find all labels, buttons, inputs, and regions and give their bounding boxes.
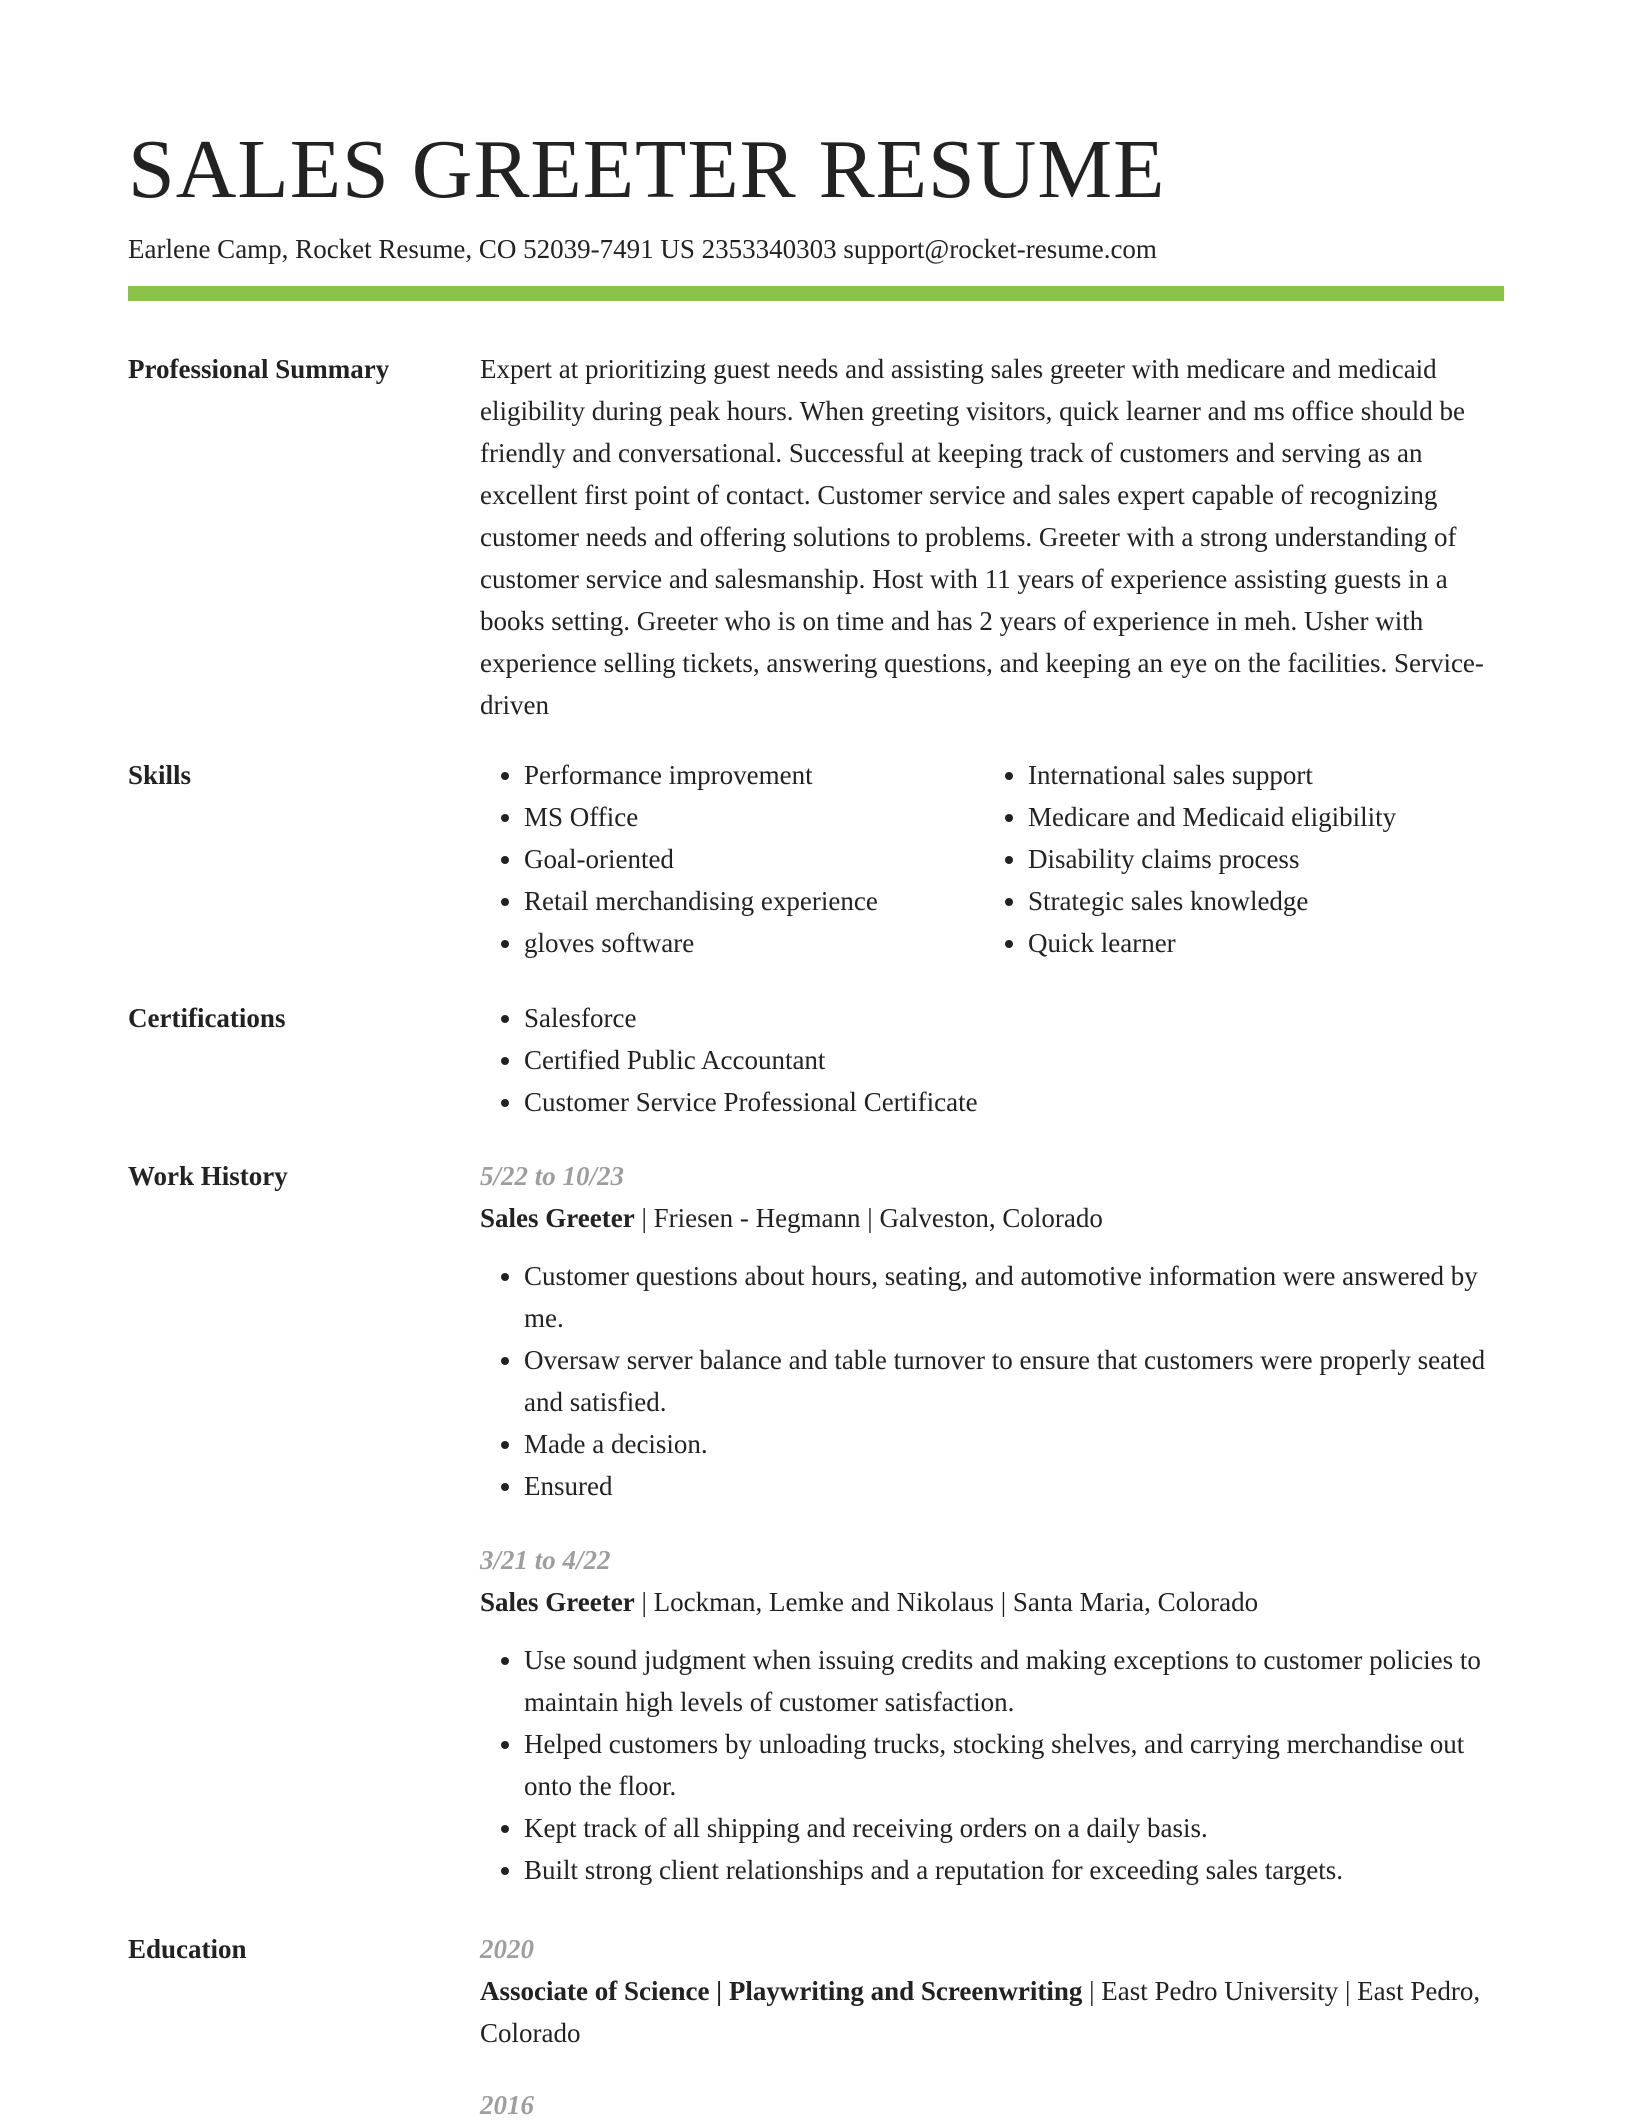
skills-list-right xyxy=(984,754,1528,964)
education-school-details: | East Pedro University | East Pedro, Colorado xyxy=(480,1976,1481,2048)
skills-label: Skills xyxy=(128,760,192,790)
summary-body xyxy=(480,348,1504,726)
certifications-label: Certifications xyxy=(128,1003,286,1033)
education-label: Education xyxy=(128,1934,247,1964)
job-bullet: • Made a decision. xyxy=(524,1423,1504,1465)
skills-body xyxy=(480,754,1504,964)
job-bullet: • Ensured xyxy=(524,1465,1504,1507)
education-entry xyxy=(480,1928,1504,2054)
certification-item: • Salesforce xyxy=(524,997,1504,1039)
job-bullet: • Oversaw server balance and table turnover to ensure that customers were properly seated and satisfied. xyxy=(524,1339,1504,1423)
job-bullet: • Helped customers by unloading trucks, stocking shelves, and carrying merchandise out onto the floor. xyxy=(524,1723,1504,1807)
skill-item: • Performance improvement xyxy=(524,754,1024,796)
job-role-line xyxy=(480,1197,1504,1239)
work-history-label: Work History xyxy=(128,1161,288,1191)
skill-item: • Disability claims process xyxy=(1028,838,1528,880)
resume-title: SALES GREETER RESUME xyxy=(128,123,1166,216)
job-bullet: • Customer questions about hours, seating, and automotive information were answered by me. xyxy=(524,1255,1504,1339)
job-title: Sales Greeter xyxy=(480,1587,635,1617)
job-employer-details: | Lockman, Lemke and Nikolaus | Santa Maria, Colorado xyxy=(634,1587,1259,1617)
job-entry xyxy=(480,1539,1504,1891)
contact-line: Earlene Camp, Rocket Resume, CO 52039-7491 US 2353340303 support@rocket-resume.com xyxy=(128,234,1157,264)
job-bullet: • Built strong client relationships and a reputation for exceeding sales targets. xyxy=(524,1849,1504,1891)
job-bullets xyxy=(480,1639,1504,1891)
summary-label: Professional Summary xyxy=(128,354,390,384)
education-degree: Associate of Science | Playwriting and Screenwriting xyxy=(480,1976,1083,2006)
education-line xyxy=(480,1970,1504,2054)
education-year: 2020 xyxy=(480,1934,534,1964)
job-dates: 5/22 to 10/23 xyxy=(480,1161,625,1191)
job-bullet: • Use sound judgment when issuing credits and making exceptions to customer policies to maintain high levels of customer satisfaction. xyxy=(524,1639,1504,1723)
education-entry xyxy=(480,2084,1504,2126)
job-dates: 3/21 to 4/22 xyxy=(480,1545,611,1575)
education-year: 2016 xyxy=(480,2090,534,2120)
skills-list-left xyxy=(480,754,1024,964)
skill-item: • Goal-oriented xyxy=(524,838,1024,880)
certification-item: • Customer Service Professional Certificate xyxy=(524,1081,1504,1123)
job-bullet: • Kept track of all shipping and receiving orders on a daily basis. xyxy=(524,1807,1504,1849)
summary-text: Expert at prioritizing guest needs and assisting sales greeter with medicare and medicaid eligibility during peak hours. When greeting visitors, quick learner and ms office should be friendly and conversational. Successful at keeping track of customers and serving as an excellent first point of contact. Customer service and sales expert capable of recognizing customer needs and offering solutions to problems. Greeter with a strong understanding of customer service and salesmanship. Host with 11 years of experience assisting guests in a books setting. Greeter who is on time and has 2 years of experience in meh. Usher with experience selling tickets, answering questions, and keeping an eye on the facilities. Service-driven xyxy=(480,354,1484,720)
skill-item: • gloves software xyxy=(524,922,1024,964)
job-bullets xyxy=(480,1255,1504,1507)
skill-item: • Retail merchandising experience xyxy=(524,880,1024,922)
skill-item: • MS Office xyxy=(524,796,1024,838)
job-employer-details: | Friesen - Hegmann | Galveston, Colorado xyxy=(634,1203,1103,1233)
skill-item: • Medicare and Medicaid eligibility xyxy=(1028,796,1528,838)
certifications-list xyxy=(480,997,1504,1123)
skills-columns xyxy=(480,754,1504,964)
job-entry xyxy=(480,1155,1504,1507)
certification-item: • Certified Public Accountant xyxy=(524,1039,1504,1081)
job-role-line xyxy=(480,1581,1504,1623)
accent-divider xyxy=(128,286,1504,301)
skill-item: • Strategic sales knowledge xyxy=(1028,880,1528,922)
job-title: Sales Greeter xyxy=(480,1203,635,1233)
skill-item: • International sales support xyxy=(1028,754,1528,796)
certifications-body xyxy=(480,997,1504,1123)
skill-item: • Quick learner xyxy=(1028,922,1528,964)
